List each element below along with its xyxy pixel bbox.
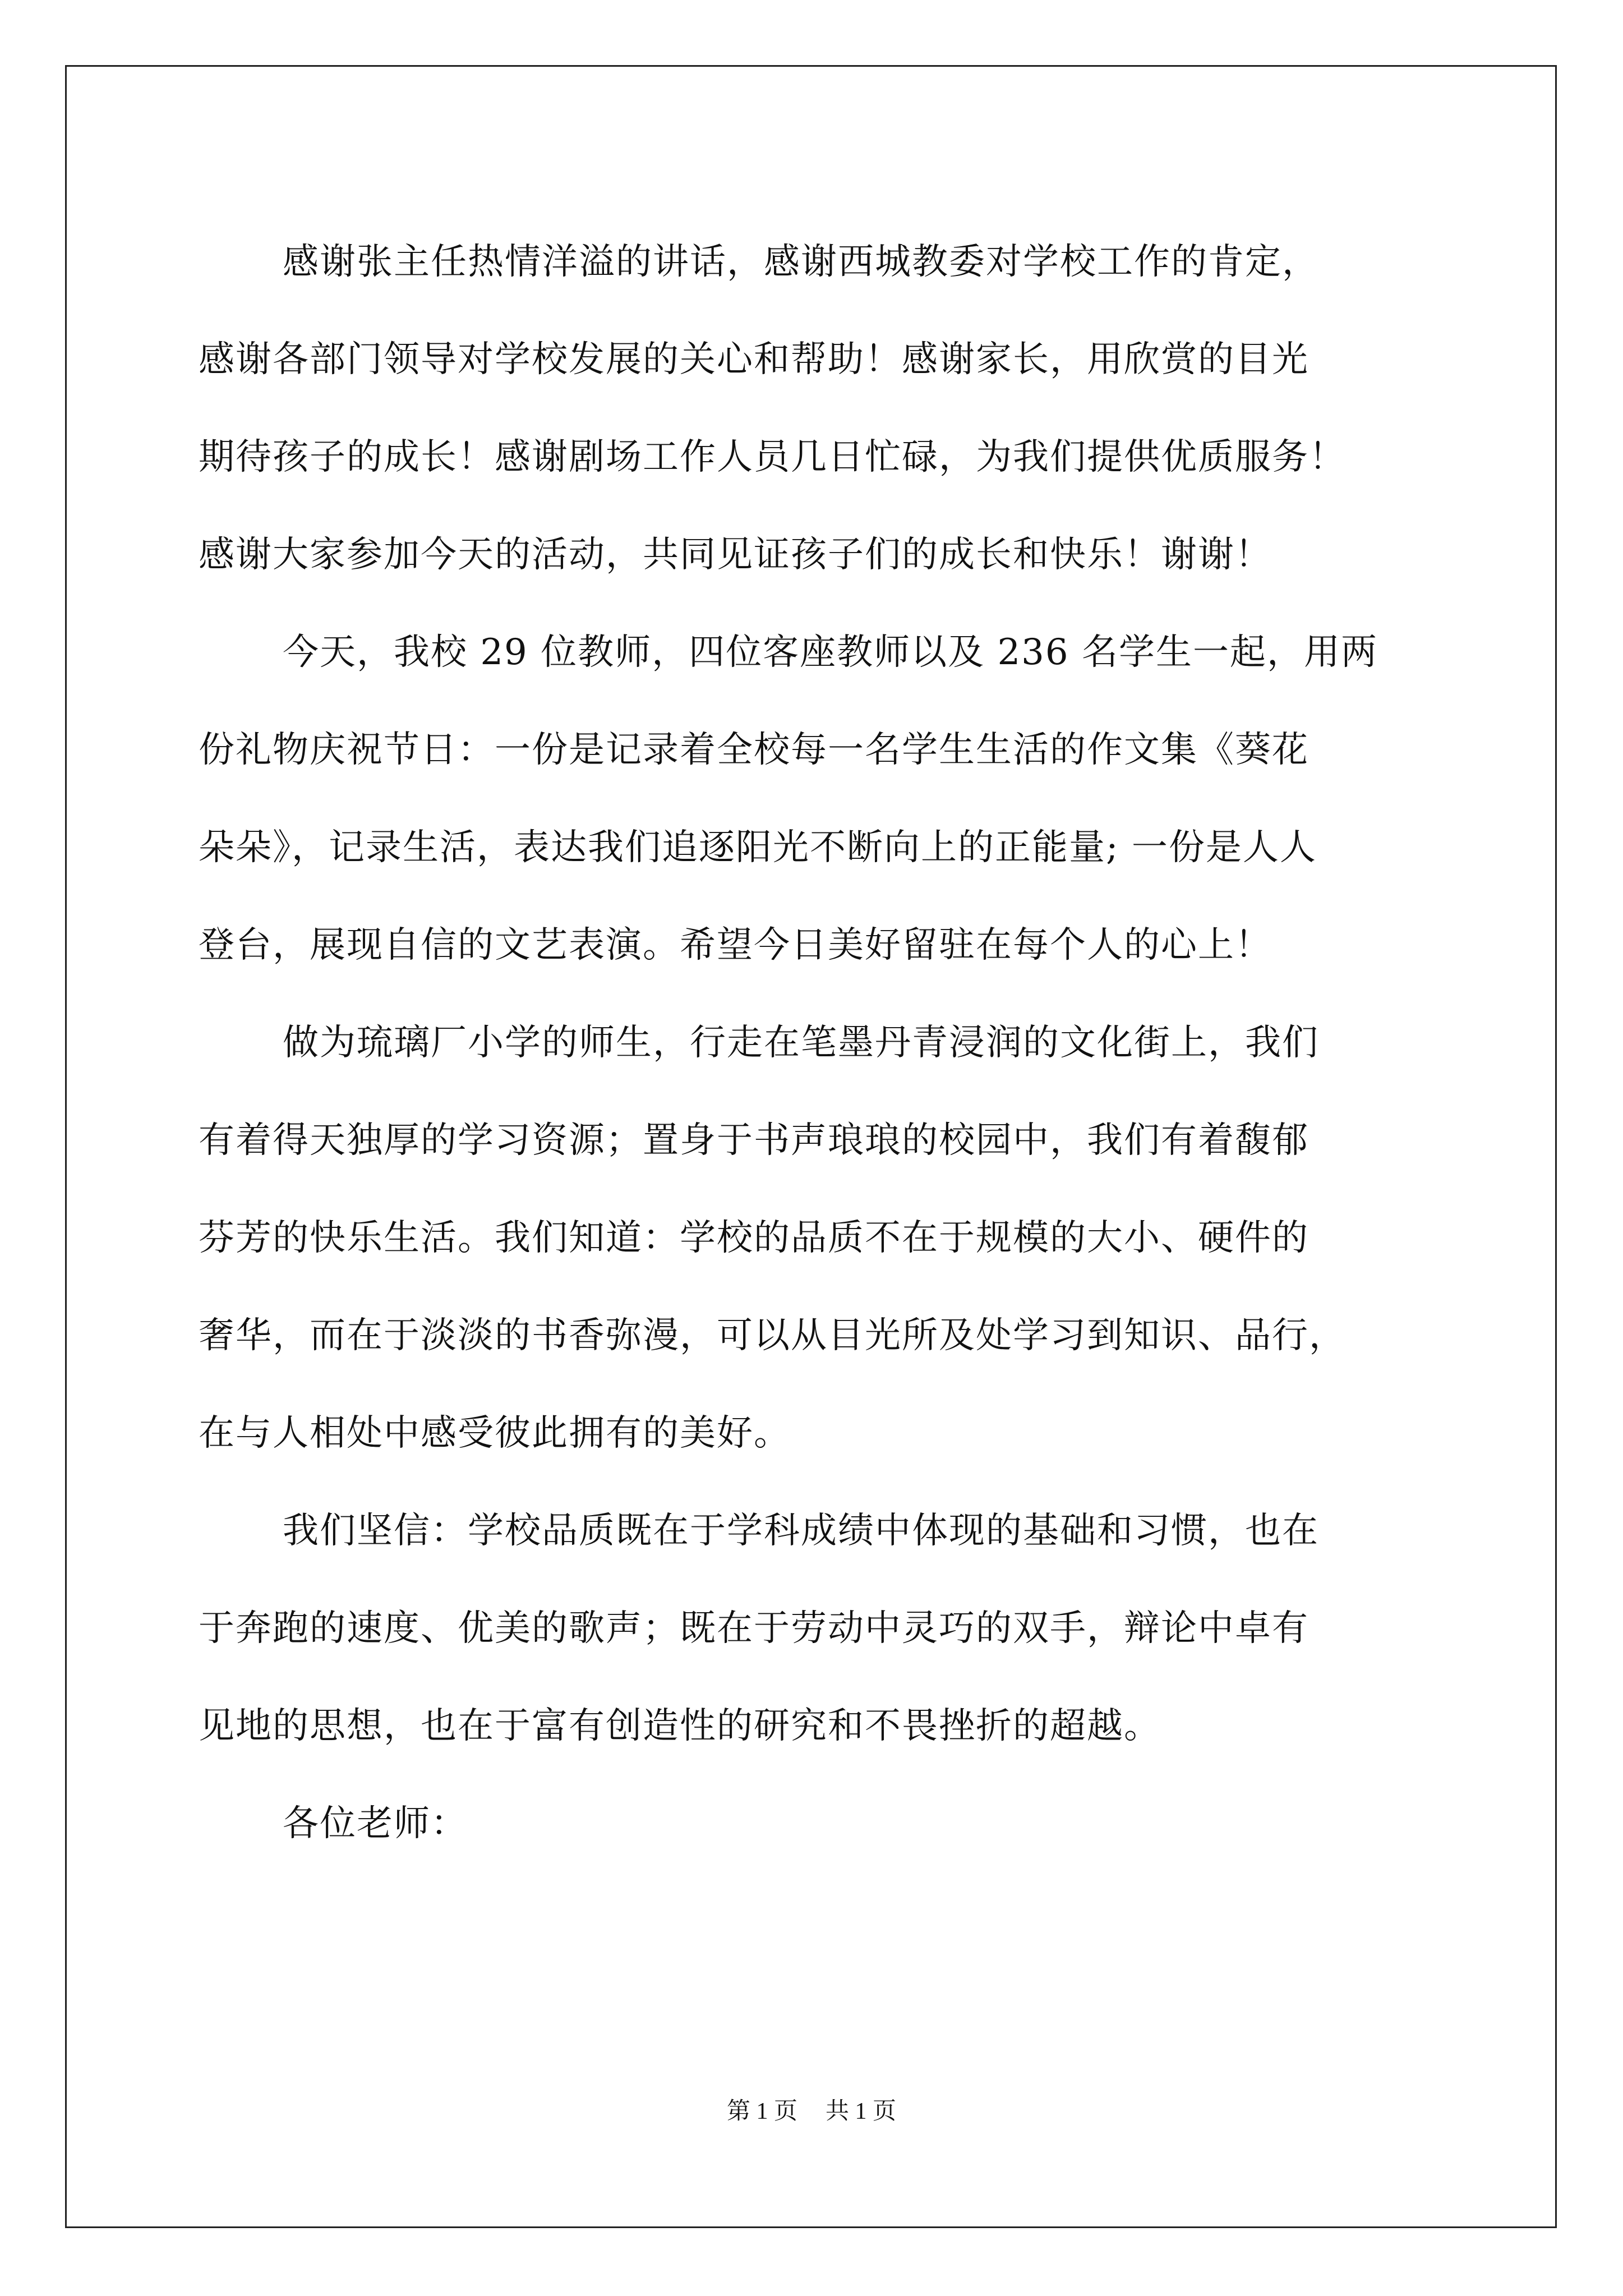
text-line: 各位老师： bbox=[283, 1803, 468, 1844]
text-line: 登台，展现自信的文艺表演。希望今日美好留驻在每个人的心上！ bbox=[199, 924, 1272, 966]
text-line: 感谢张主任热情洋溢的讲话，感谢西城教委对学校工作的肯定， bbox=[283, 241, 1319, 283]
text-line: 今天，我校 29 位教师，四位客座教师以及 236 名学生一起，用两 bbox=[283, 632, 1378, 673]
text-line: 在与人相处中感受彼此拥有的美好。 bbox=[199, 1412, 791, 1454]
text-line: 份礼物庆祝节日：一份是记录着全校每一名学生生活的作文集《葵花 bbox=[199, 729, 1309, 771]
text-line: 芬芳的快乐生活。我们知道：学校的品质不在于规模的大小、硬件的 bbox=[199, 1217, 1309, 1259]
text-line: 奢华，而在于淡淡的书香弥漫，可以从目光所及处学习到知识、品行， bbox=[199, 1315, 1346, 1356]
text-line: 于奔跑的速度、优美的歌声；既在于劳动中灵巧的双手，辩论中卓有 bbox=[199, 1608, 1309, 1649]
text-line: 我们坚信：学校品质既在于学科成绩中体现的基础和习惯，也在 bbox=[283, 1510, 1319, 1552]
text-line: 做为琉璃厂小学的师生，行走在笔墨丹青浸润的文化街上，我们 bbox=[283, 1022, 1319, 1064]
page-total: 共 1 页 bbox=[826, 2099, 897, 2124]
page-footer bbox=[0, 2092, 1623, 2126]
text-line: 感谢大家参加今天的活动，共同见证孩子们的成长和快乐！谢谢！ bbox=[199, 534, 1272, 576]
text-line: 朵朵》，记录生活，表达我们追逐阳光不断向上的正能量; 一份是人人 bbox=[199, 827, 1317, 868]
text-line: 感谢各部门领导对学校发展的关心和帮助！感谢家长，用欣赏的目光 bbox=[199, 339, 1309, 380]
document-body bbox=[199, 213, 1432, 1872]
page-number: 第 1 页 bbox=[726, 2099, 797, 2124]
text-line: 有着得天独厚的学习资源；置身于书声琅琅的校园中，我们有着馥郁 bbox=[199, 1120, 1309, 1161]
text-line: 见地的思想，也在于富有创造性的研究和不畏挫折的超越。 bbox=[199, 1705, 1161, 1747]
text-line: 期待孩子的成长！感谢剧场工作人员几日忙碌，为我们提供优质服务！ bbox=[199, 436, 1346, 478]
